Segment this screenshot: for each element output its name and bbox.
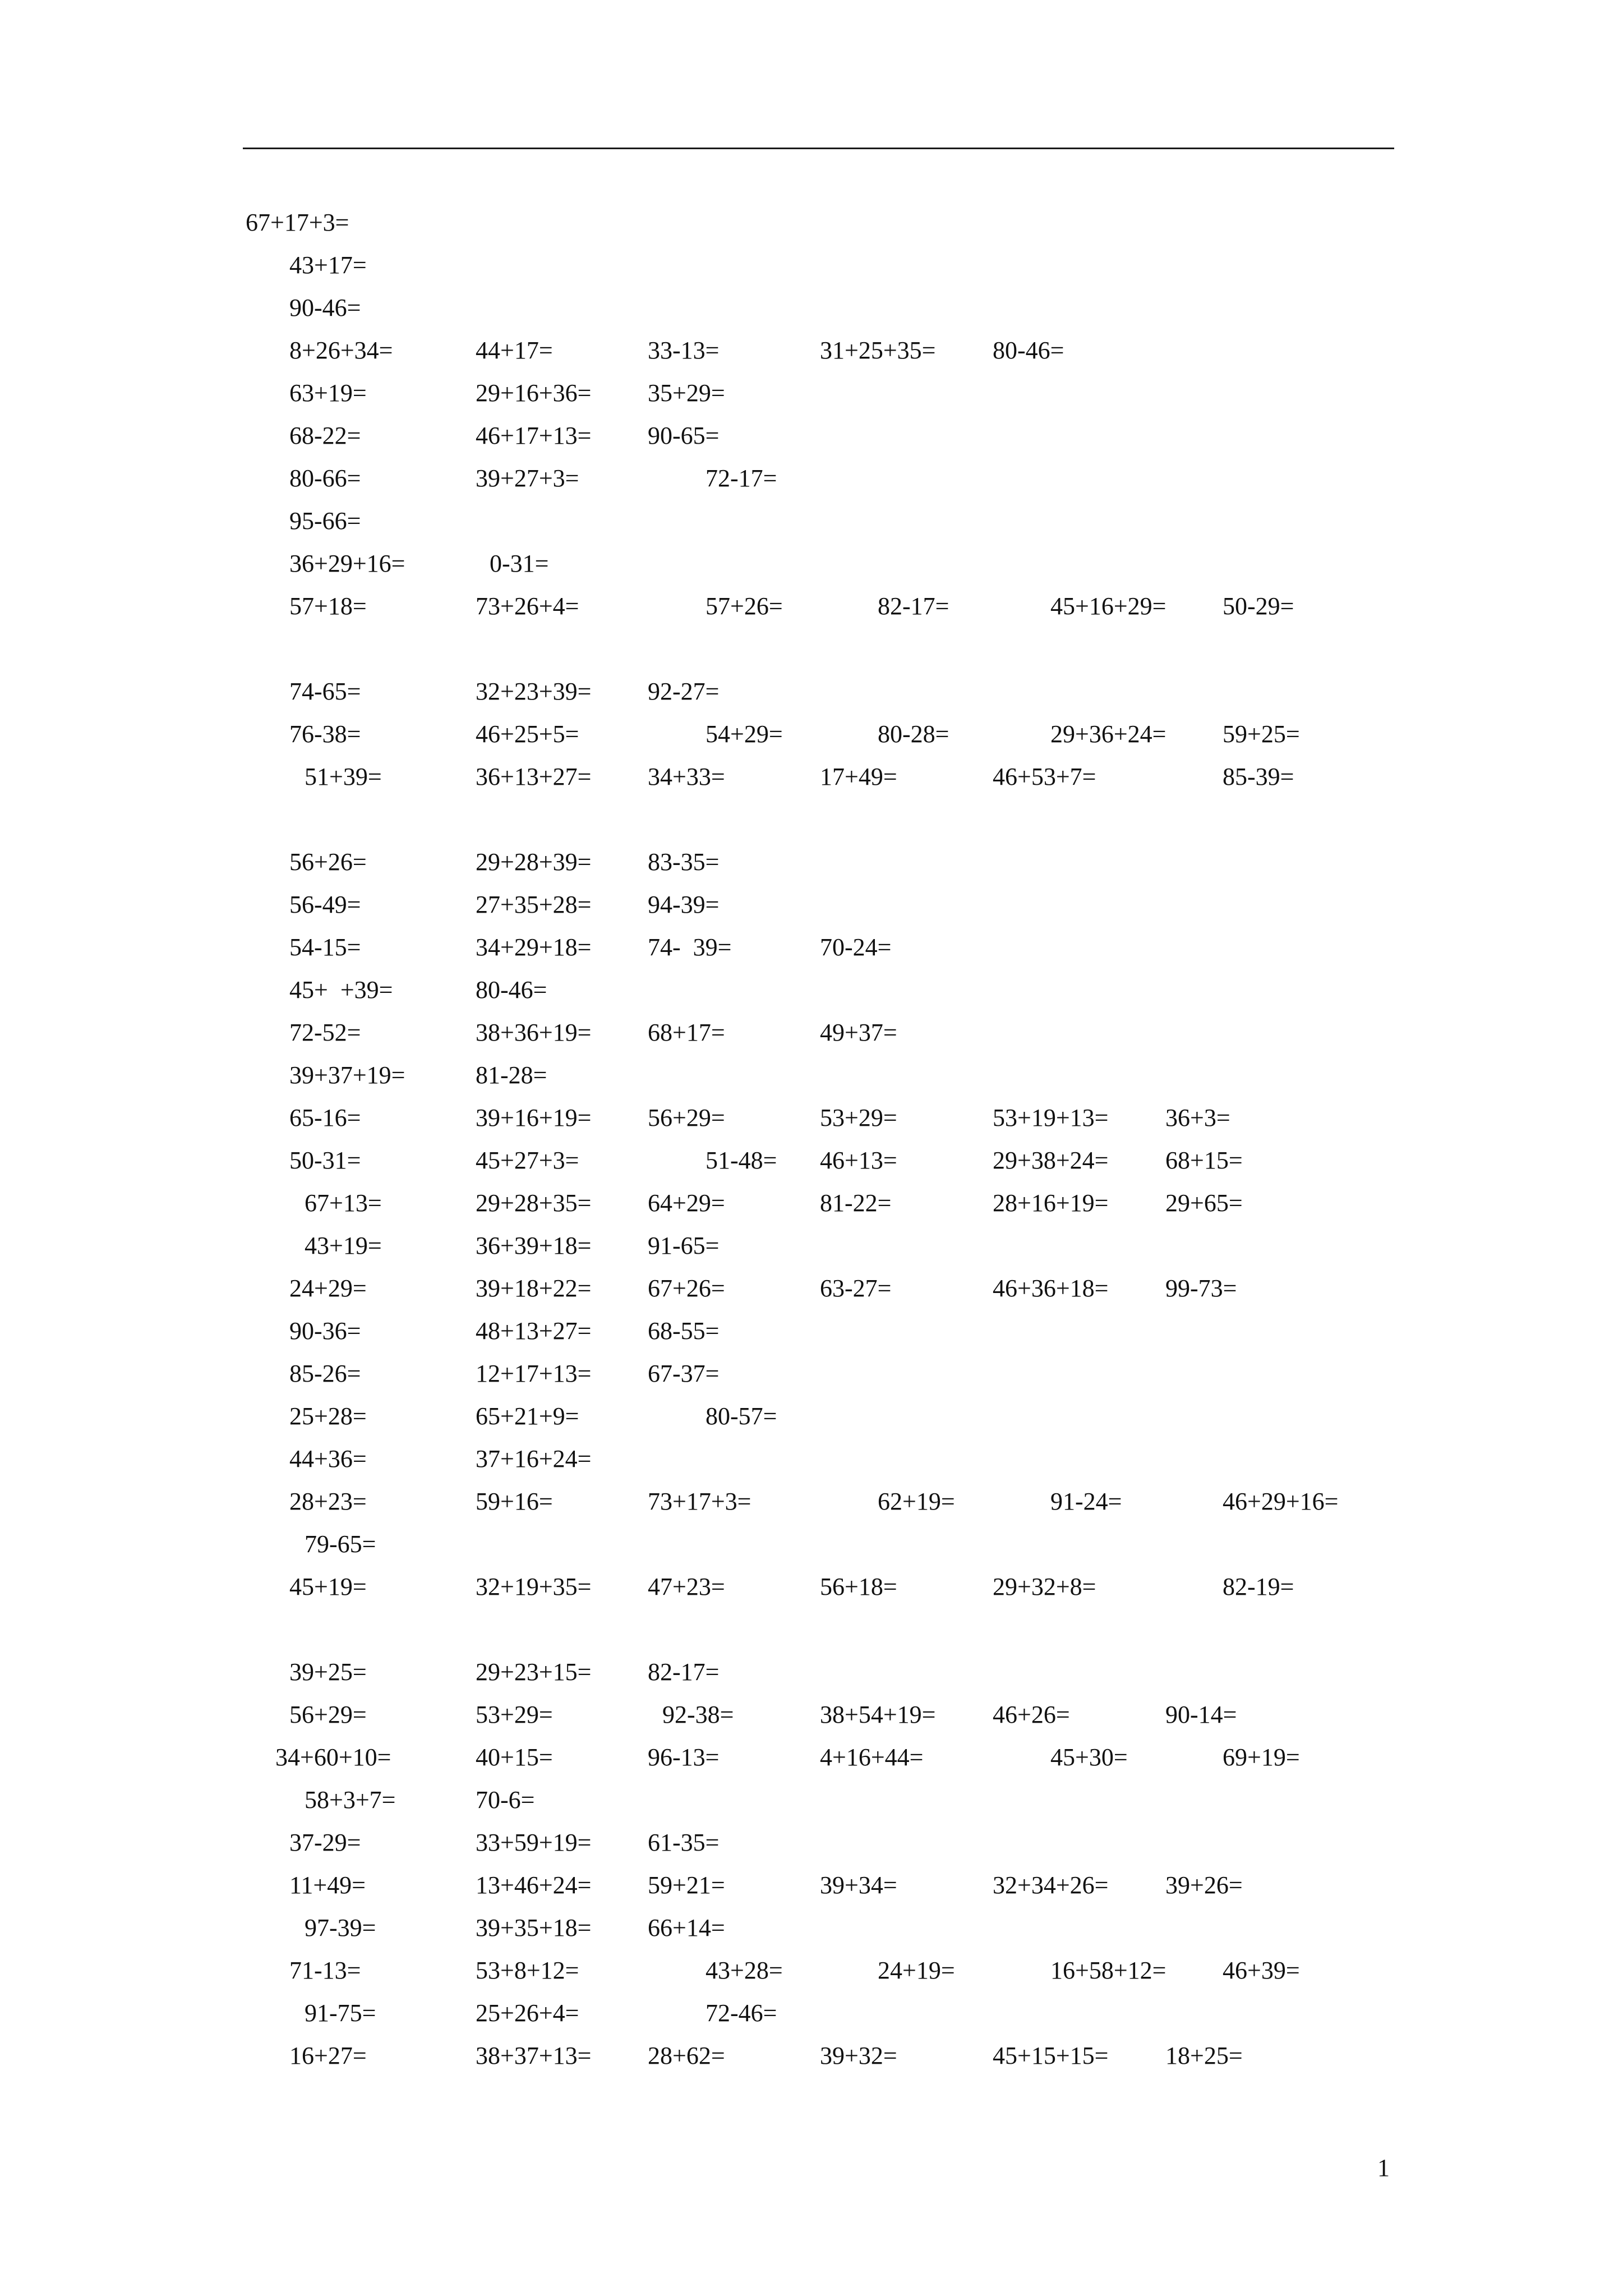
exercise-item: 38+36+19= xyxy=(476,1019,592,1046)
exercise-item: 67+17+3= xyxy=(246,209,349,236)
exercise-item: 56+18= xyxy=(820,1573,897,1600)
exercise-item: 37+16+24= xyxy=(476,1445,592,1473)
page-number: 1 xyxy=(1377,2154,1390,2182)
exercise-item: 80-28= xyxy=(878,720,949,748)
exercise-item: 46+25+5= xyxy=(476,720,579,748)
exercise-item: 57+26= xyxy=(706,592,783,620)
exercise-item: 28+62= xyxy=(648,2042,725,2069)
exercise-item: 76-38= xyxy=(289,720,361,748)
exercise-item: 85-39= xyxy=(1223,763,1294,790)
exercise-item: 45+16+29= xyxy=(1050,592,1166,620)
exercise-item: 43+17= xyxy=(289,251,367,279)
exercise-item: 64+29= xyxy=(648,1189,725,1217)
exercise-item: 58+3+7= xyxy=(305,1786,396,1814)
exercise-item: 67+26= xyxy=(648,1274,725,1302)
exercise-item: 35+29= xyxy=(648,379,725,407)
exercise-item: 4+16+44= xyxy=(820,1743,924,1771)
exercise-item: 90-36= xyxy=(289,1317,361,1345)
exercise-item: 59+25= xyxy=(1223,720,1300,748)
exercise-item: 24+29= xyxy=(289,1274,367,1302)
exercise-item: 50-29= xyxy=(1223,592,1294,620)
exercise-item: 70-6= xyxy=(476,1786,535,1814)
exercise-item: 33-13= xyxy=(648,337,720,364)
exercise-item: 36+39+18= xyxy=(476,1232,592,1259)
exercise-item: 99-73= xyxy=(1165,1274,1237,1302)
exercise-item: 96-13= xyxy=(648,1743,720,1771)
exercise-item: 81-28= xyxy=(476,1061,547,1089)
exercise-item: 82-19= xyxy=(1223,1573,1294,1600)
exercise-item: 18+25= xyxy=(1165,2042,1243,2069)
exercise-item: 57+18= xyxy=(289,592,367,620)
exercise-item: 28+16+19= xyxy=(993,1189,1109,1217)
exercise-item: 39+25= xyxy=(289,1658,367,1686)
exercise-item: 40+15= xyxy=(476,1743,553,1771)
exercise-item: 56+26= xyxy=(289,848,367,876)
exercise-item: 90-46= xyxy=(289,294,361,321)
exercise-item: 95-66= xyxy=(289,507,361,535)
exercise-item: 25+26+4= xyxy=(476,1999,579,2027)
header-rule xyxy=(243,148,1394,149)
exercise-item: 38+37+13= xyxy=(476,2042,592,2069)
exercise-item: 91-75= xyxy=(305,1999,376,2027)
exercise-item: 45+15+15= xyxy=(993,2042,1109,2069)
exercise-item: 85-26= xyxy=(289,1360,361,1387)
exercise-item: 94-39= xyxy=(648,891,720,918)
exercise-item: 90-14= xyxy=(1165,1701,1237,1728)
exercise-item: 82-17= xyxy=(878,592,949,620)
exercise-item: 46+29+16= xyxy=(1223,1488,1339,1515)
exercise-item: 45+30= xyxy=(1050,1743,1128,1771)
exercise-item: 80-66= xyxy=(289,464,361,492)
exercise-item: 63-27= xyxy=(820,1274,892,1302)
exercise-item: 46+26= xyxy=(993,1701,1070,1728)
exercise-item: 39+34= xyxy=(820,1871,897,1899)
exercise-item: 83-35= xyxy=(648,848,720,876)
exercise-item: 39+16+19= xyxy=(476,1104,592,1131)
exercise-item: 97-39= xyxy=(305,1914,376,1941)
exercise-item: 49+37= xyxy=(820,1019,897,1046)
exercise-item: 25+28= xyxy=(289,1402,367,1430)
exercise-item: 28+23= xyxy=(289,1488,367,1515)
exercise-item: 73+26+4= xyxy=(476,592,579,620)
exercise-item: 68-55= xyxy=(648,1317,720,1345)
exercise-item: 13+46+24= xyxy=(476,1871,592,1899)
exercise-item: 67-37= xyxy=(648,1360,720,1387)
exercise-item: 51-48= xyxy=(706,1147,777,1174)
exercise-item: 74-65= xyxy=(289,678,361,705)
exercise-item: 65-16= xyxy=(289,1104,361,1131)
exercise-item: 32+34+26= xyxy=(993,1871,1109,1899)
exercise-item: 46+39= xyxy=(1223,1957,1300,1984)
exercise-item: 36+3= xyxy=(1165,1104,1230,1131)
exercise-item: 29+65= xyxy=(1165,1189,1243,1217)
exercise-item: 27+35+28= xyxy=(476,891,592,918)
exercise-item: 46+36+18= xyxy=(993,1274,1109,1302)
exercise-item: 36+13+27= xyxy=(476,763,592,790)
exercise-item: 71-13= xyxy=(289,1957,361,1984)
exercise-item: 38+54+19= xyxy=(820,1701,936,1728)
exercise-item: 91-65= xyxy=(648,1232,720,1259)
exercise-item: 45+ +39= xyxy=(289,976,393,1004)
exercise-item: 43+19= xyxy=(305,1232,382,1259)
exercise-item: 53+8+12= xyxy=(476,1957,579,1984)
exercise-item: 67+13= xyxy=(305,1189,382,1217)
exercise-item: 70-24= xyxy=(820,933,892,961)
exercise-item: 12+17+13= xyxy=(476,1360,592,1387)
exercise-item: 29+16+36= xyxy=(476,379,592,407)
exercise-item: 46+17+13= xyxy=(476,422,592,449)
exercise-item: 62+19= xyxy=(878,1488,955,1515)
exercise-item: 68+17= xyxy=(648,1019,725,1046)
exercise-item: 54-15= xyxy=(289,933,361,961)
exercise-item: 65+21+9= xyxy=(476,1402,579,1430)
exercise-item: 90-65= xyxy=(648,422,720,449)
exercise-item: 31+25+35= xyxy=(820,337,936,364)
exercise-item: 11+49= xyxy=(289,1871,366,1899)
exercise-item: 39+26= xyxy=(1165,1871,1243,1899)
exercise-item: 80-57= xyxy=(706,1402,777,1430)
exercise-item: 53+19+13= xyxy=(993,1104,1109,1131)
exercise-item: 82-17= xyxy=(648,1658,720,1686)
exercise-item: 51+39= xyxy=(305,763,382,790)
exercise-item: 17+49= xyxy=(820,763,897,790)
exercise-item: 33+59+19= xyxy=(476,1829,592,1856)
exercise-item: 72-17= xyxy=(706,464,777,492)
exercise-item: 0-31= xyxy=(490,550,549,577)
exercise-item: 39+35+18= xyxy=(476,1914,592,1941)
exercise-item: 47+23= xyxy=(648,1573,725,1600)
exercise-item: 29+28+39= xyxy=(476,848,592,876)
exercise-item: 39+27+3= xyxy=(476,464,579,492)
exercise-item: 68+15= xyxy=(1165,1147,1243,1174)
exercise-item: 29+36+24= xyxy=(1050,720,1166,748)
exercise-item: 39+18+22= xyxy=(476,1274,592,1302)
exercise-item: 61-35= xyxy=(648,1829,720,1856)
exercise-item: 32+23+39= xyxy=(476,678,592,705)
exercise-item: 46+53+7= xyxy=(993,763,1096,790)
exercise-item: 46+13= xyxy=(820,1147,897,1174)
exercise-item: 81-22= xyxy=(820,1189,892,1217)
exercise-item: 8+26+34= xyxy=(289,337,393,364)
exercise-item: 29+32+8= xyxy=(993,1573,1096,1600)
exercise-item: 39+32= xyxy=(820,2042,897,2069)
exercise-item: 80-46= xyxy=(476,976,547,1004)
exercise-item: 37-29= xyxy=(289,1829,361,1856)
exercise-item: 66+14= xyxy=(648,1914,725,1941)
exercise-item: 34+29+18= xyxy=(476,933,592,961)
exercise-item: 56+29= xyxy=(648,1104,725,1131)
exercise-item: 69+19= xyxy=(1223,1743,1300,1771)
exercise-item: 29+23+15= xyxy=(476,1658,592,1686)
exercise-item: 72-52= xyxy=(289,1019,361,1046)
exercise-item: 80-46= xyxy=(993,337,1064,364)
exercise-item: 74- 39= xyxy=(648,933,732,961)
exercise-item: 59+21= xyxy=(648,1871,725,1899)
exercise-item: 29+28+35= xyxy=(476,1189,592,1217)
exercise-item: 16+27= xyxy=(289,2042,367,2069)
exercise-item: 79-65= xyxy=(305,1530,376,1558)
exercise-item: 53+29= xyxy=(820,1104,897,1131)
exercise-item: 53+29= xyxy=(476,1701,553,1728)
exercise-item: 73+17+3= xyxy=(648,1488,751,1515)
exercise-item: 56-49= xyxy=(289,891,361,918)
exercise-item: 54+29= xyxy=(706,720,783,748)
exercise-item: 45+19= xyxy=(289,1573,367,1600)
exercise-item: 72-46= xyxy=(706,1999,777,2027)
exercise-item: 56+29= xyxy=(289,1701,367,1728)
exercise-item: 44+17= xyxy=(476,337,553,364)
exercise-item: 92-27= xyxy=(648,678,720,705)
exercise-item: 68-22= xyxy=(289,422,361,449)
exercise-item: 29+38+24= xyxy=(993,1147,1109,1174)
exercise-item: 36+29+16= xyxy=(289,550,405,577)
exercise-item: 39+37+19= xyxy=(289,1061,405,1089)
exercise-item: 34+33= xyxy=(648,763,725,790)
exercise-item: 32+19+35= xyxy=(476,1573,592,1600)
exercise-item: 50-31= xyxy=(289,1147,361,1174)
exercise-item: 91-24= xyxy=(1050,1488,1122,1515)
exercise-item: 34+60+10= xyxy=(275,1743,391,1771)
exercise-item: 59+16= xyxy=(476,1488,553,1515)
exercise-item: 48+13+27= xyxy=(476,1317,592,1345)
exercise-item: 92-38= xyxy=(662,1701,734,1728)
exercise-item: 63+19= xyxy=(289,379,367,407)
exercise-item: 43+28= xyxy=(706,1957,783,1984)
exercise-item: 45+27+3= xyxy=(476,1147,579,1174)
exercise-item: 24+19= xyxy=(878,1957,955,1984)
exercise-item: 44+36= xyxy=(289,1445,367,1473)
exercise-item: 16+58+12= xyxy=(1050,1957,1166,1984)
